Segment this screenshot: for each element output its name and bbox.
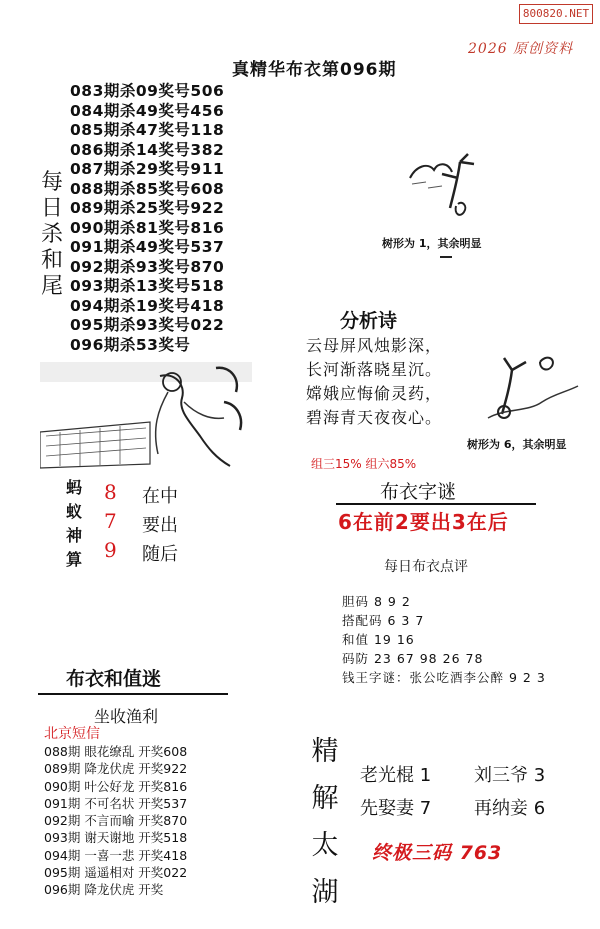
vertical-char: 杀	[40, 222, 63, 247]
poem-body	[306, 334, 442, 430]
review-line: 和值 19 16	[342, 632, 415, 647]
riddle-title: 布衣字谜	[380, 481, 457, 503]
list-item: 086期杀14奖号382	[70, 140, 225, 159]
tree-sketch-icon	[482, 352, 582, 428]
review-line: 搭配码 6 3 7	[342, 613, 425, 628]
group-ratio: 组三15% 组六85%	[311, 457, 417, 471]
list-item: 094期 一喜一悲 开奖418	[44, 847, 188, 863]
poem-line: 云母屏风烛影深，	[306, 336, 443, 355]
list-item: 089期 降龙伏虎 开奖922	[44, 761, 188, 777]
ant-number: 7	[104, 509, 117, 533]
list-item: 090期杀81奖号816	[70, 218, 225, 237]
site-badge[interactable]: 800820.NET	[519, 4, 593, 24]
vertical-char: 解	[311, 783, 339, 814]
taihu-pair: 刘三爷 3	[474, 765, 546, 786]
riddle-answer: 6在前2要出3在后	[338, 510, 509, 534]
list-item: 092期杀93奖号870	[70, 257, 225, 276]
ant-number: 9	[104, 538, 117, 562]
divider	[38, 693, 228, 695]
vertical-char: 算	[65, 550, 82, 569]
list-item: 095期 遥遥相对 开奖022	[44, 865, 188, 881]
review-heading: 每日布衣点评	[384, 559, 468, 575]
list-item: 093期杀13奖号518	[70, 277, 225, 295]
poem-line: 长河渐落晓星沉。	[306, 360, 443, 379]
sum-riddle-title: 布衣和值迷	[66, 668, 162, 690]
taihu-pair: 先娶妻 7	[360, 798, 432, 819]
divider	[336, 503, 536, 505]
ant-word: 要出	[142, 515, 178, 536]
vertical-char: 日	[40, 196, 63, 221]
vertical-char: 湖	[311, 877, 339, 908]
vertical-char: 和	[40, 248, 63, 273]
poem-line: 碧海青天夜夜心。	[306, 408, 443, 427]
ant-word: 随后	[142, 544, 178, 565]
kill-tail-list	[70, 82, 224, 355]
list-item: 087期杀29奖号911	[70, 160, 225, 178]
review-line: 钱王字谜：张公吃酒李公醉 9 2 3	[342, 670, 546, 685]
beijing-sms-list	[44, 743, 187, 899]
list-item: 083期杀09奖号506	[70, 82, 225, 100]
ant-numbers	[104, 478, 117, 565]
taihu-pair: 老光棍 1	[360, 765, 432, 786]
vertical-char: 尾	[40, 274, 63, 299]
list-item: 096期杀53奖号	[70, 335, 191, 354]
ant-number: 8	[104, 480, 117, 504]
review-line: 码防 23 67 98 26 78	[342, 651, 484, 666]
beijing-sms-title: 北京短信	[44, 726, 100, 742]
vertical-char: 蚂	[65, 478, 82, 497]
list-item: 085期杀47奖号118	[70, 121, 225, 139]
scholar-illustration-icon	[40, 362, 252, 474]
ant-words	[142, 482, 178, 569]
list-item: 094期杀19奖号418	[70, 296, 225, 315]
list-item: 088期 眼花缭乱 开奖608	[44, 744, 188, 759]
list-item: 093期 谢天谢地 开奖518	[44, 830, 188, 846]
taihu-vertical-title	[308, 728, 342, 916]
kill-tail-vertical-title	[38, 170, 66, 300]
vertical-char: 精	[311, 736, 339, 767]
list-item: 088期杀85奖号608	[70, 179, 225, 198]
vertical-char: 每	[40, 170, 63, 195]
vertical-char: 神	[65, 526, 82, 545]
page-title: 真精华布衣第096期	[232, 60, 397, 80]
brand-line: 2026 原创资料	[468, 41, 574, 57]
list-item: 084期杀49奖号456	[70, 101, 225, 120]
list-item: 089期杀25奖号922	[70, 199, 225, 217]
taihu-pair: 再纳妾 6	[474, 798, 546, 819]
divider-dash	[440, 256, 452, 258]
review-line: 胆码 8 9 2	[342, 594, 411, 609]
ant-vertical-title	[62, 476, 86, 572]
poem-title: 分析诗	[340, 310, 398, 332]
list-item: 092期 不言而喻 开奖870	[44, 813, 188, 829]
final-three-codes: 终极三码 763	[372, 842, 503, 864]
list-item: 095期杀93奖号022	[70, 316, 225, 334]
tree-sketch-icon	[402, 148, 490, 228]
review-list	[342, 592, 546, 687]
poem-line: 嫦娥应悔偷灵药，	[306, 384, 443, 403]
ant-word: 在中	[142, 486, 178, 507]
tree1-caption: 树形为 1，其余明显	[382, 237, 482, 250]
list-item: 096期 降龙伏虎 开奖	[44, 882, 164, 898]
tree2-caption: 树形为 6，其余明显	[467, 438, 567, 451]
vertical-char: 蚁	[65, 502, 82, 521]
vertical-char: 太	[311, 830, 339, 861]
list-item: 090期 叶公好龙 开奖816	[44, 778, 188, 794]
sum-riddle-phrase: 坐收渔利	[94, 707, 159, 726]
list-item: 091期 不可名状 开奖537	[44, 795, 188, 811]
list-item: 091期杀49奖号537	[70, 238, 225, 256]
